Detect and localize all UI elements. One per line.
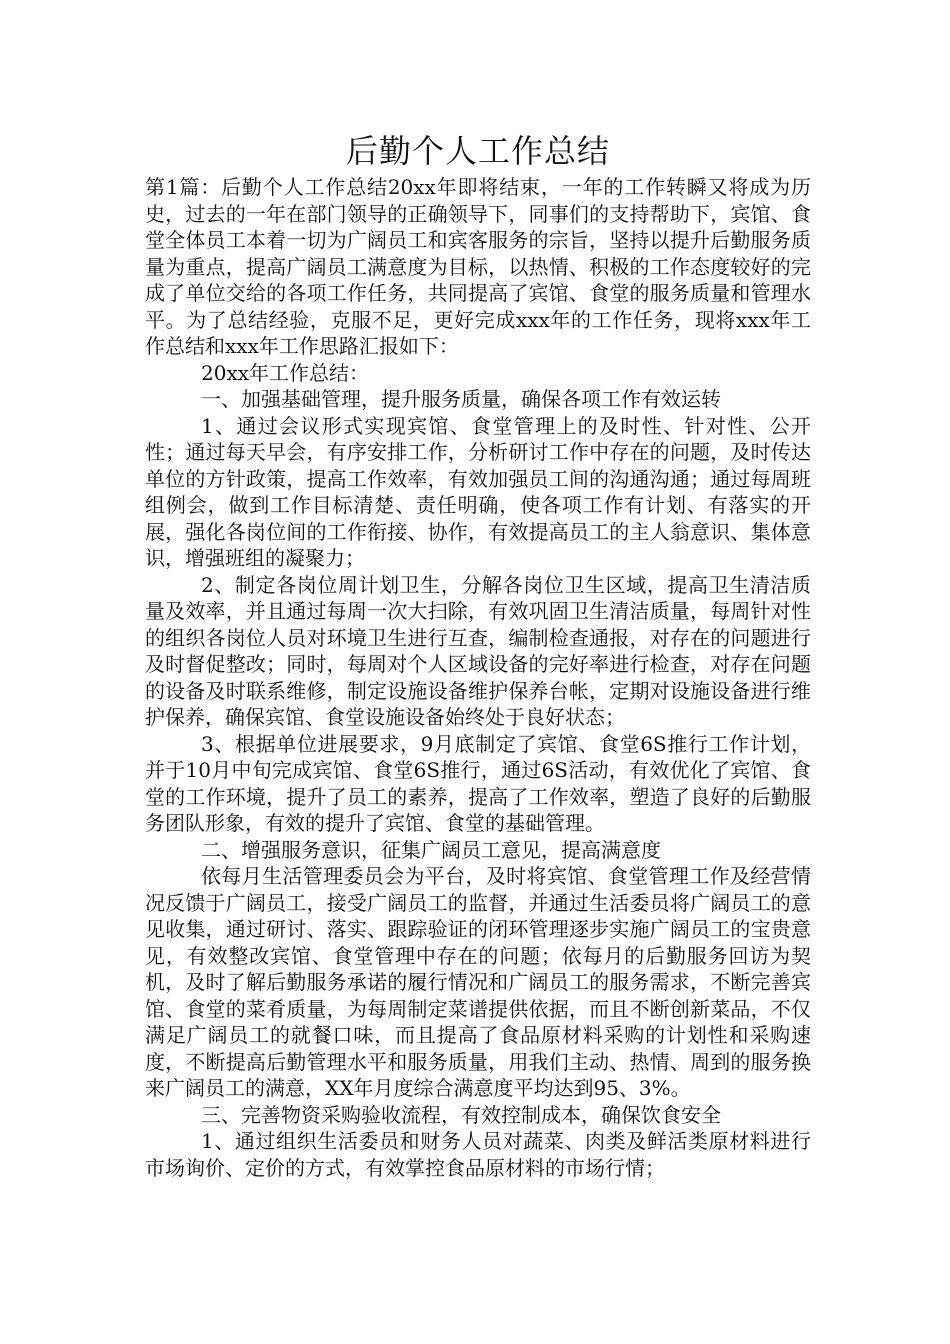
paragraph: 3、根据单位进展要求，9月底制定了宾馆、食堂6S推行工作计划，并于10月中旬完成宾馆、食堂6S推行，通过6S活动，有效优化了宾馆、食堂的工作环境，提升了员工的素养，提高了工作效率，塑造了良好的后勤服务团队形象，有效的提升了宾馆、食堂的基础管理。 xyxy=(145,731,811,835)
paragraph: 1、通过组织生活委员和财务人员对蔬菜、肉类及鲜活类原材料进行市场询价、定价的方式，有效掌控食品原材料的市场行情； xyxy=(145,1129,811,1180)
document-title: 后勤个人工作总结 xyxy=(345,132,610,170)
paragraph: 第1篇：后勤个人工作总结20xx年即将结束，一年的工作转瞬又将成为历史，过去的一年在部门领导的正确领导下，同事们的支持帮助下，宾馆、食堂全体员工本着一切为广阔员工和宾客服务的宗旨，坚持以提升后勤服务质量为重点，提高广阔员工满意度为目标，以热情、积极的工作态度较好的完成了单位交给的各项工作任务，共同提高了宾馆、食堂的服务质量和管理水平。为了总结经验，克服不足，更好完成xxx年的工作任务，现将xxx年工作总结和xxx年工作思路汇报如下： xyxy=(145,175,811,358)
paragraph: 2、制定各岗位周计划卫生，分解各岗位卫生区域，提高卫生清洁质量及效率，并且通过每周一次大扫除，有效巩固卫生清洁质量，每周针对性的组织各岗位人员对环境卫生进行互查，编制检查通报，对存在的问题进行及时督促整改；同时，每周对个人区域设备的完好率进行检查，对存在问题的设备及时联系维修，制定设施设备维护保养台帐，定期对设施设备进行维护保养，确保宾馆、食堂设施设备始终处于良好状态； xyxy=(145,572,811,729)
paragraph: 二、增强服务意识，征集广阔员工意见，提高满意度 xyxy=(201,837,661,862)
document-body xyxy=(145,174,811,1181)
document-page xyxy=(145,128,811,1181)
paragraph: 三、完善物资采购验收流程，有效控制成本，确保饮食安全 xyxy=(201,1102,721,1127)
paragraph: 一、加强基础管理，提升服务质量，确保各项工作有效运转 xyxy=(201,387,721,411)
paragraph: 20xx年工作总结： xyxy=(201,360,370,385)
paragraph: 依每月生活管理委员会为平台，及时将宾馆、食堂管理工作及经营情况反馈于广阔员工，接受广阔员工的监督，并通过生活委员将广阔员工的意见收集，通过研讨、落实、跟踪验证的闭环管理逐步实施广阔员工的宝贵意见，有效整改宾馆、食堂管理中存在的问题；依每月的后勤服务回访为契机，及时了解后勤服务承诺的履行情况和广阔员工的服务需求，不断完善宾馆、食堂的菜肴质量，为每周制定菜谱提供依据，而且不断创新菜品，不仅满足广阔员工的就餐口味，而且提高了食品原材料采购的计划性和采购速度，不断提高后勤管理水平和服务质量，用我们主动、热情、周到的服务换来广阔员工的满意，XX年月度综合满意度平均达到95、3%。 xyxy=(145,864,811,1100)
paragraph: 1、通过会议形式实现宾馆、食堂管理上的及时性、针对性、公开性；通过每天早会，有序安排工作，分析研讨工作中存在的问题，及时传达单位的方针政策，提高工作效率，有效加强员工间的沟通沟通；通过每周班组例会，做到工作目标清楚、责任明确，使各项工作有计划、有落实的开展，强化各岗位间的工作衔接、协作，有效提高员工的主人翁意识、集体意识，增强班组的凝聚力； xyxy=(145,413,811,570)
